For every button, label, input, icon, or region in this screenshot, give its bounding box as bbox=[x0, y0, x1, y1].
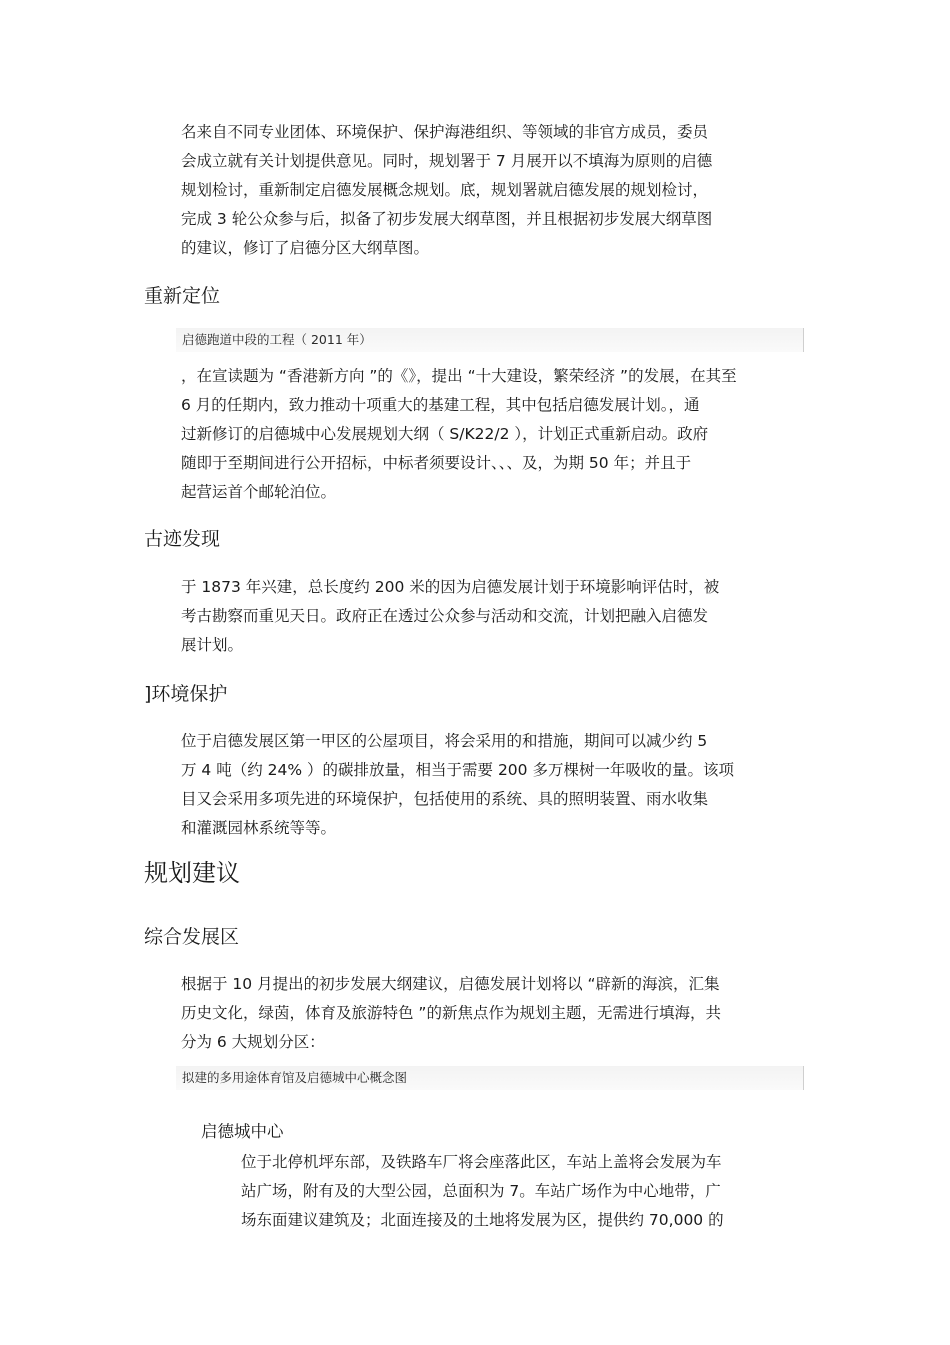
text-line: 名来自不同专业团体、环境保护、保护海港组织、等领域的非官方成员，委员 bbox=[181, 123, 709, 141]
text-line: 的建议，修订了启德分区大纲草图。 bbox=[181, 239, 430, 257]
chapter-heading-planning: 规划建议 bbox=[144, 859, 240, 887]
text-line: 分为 6 大规划分区： bbox=[181, 1033, 325, 1051]
text-line: 展计划。 bbox=[181, 636, 244, 654]
section-heading-cda: 综合发展区 bbox=[144, 926, 240, 948]
text-line: 位于北停机坪东部，及铁路车厂将会座落此区，车站上盖将会发展为车 bbox=[241, 1153, 722, 1171]
text-line: 会成立就有关计划提供意见。同时，规划署于 7 月展开以不填海为原则的启德 bbox=[181, 152, 713, 170]
section-heading-reposition: 重新定位 bbox=[144, 285, 221, 307]
reposition-paragraph bbox=[181, 362, 806, 507]
text-line: 万 4 吨（约 24% ）的碳排放量，相当于需要 200 多万棵树一年吸收的量。该项 bbox=[181, 761, 734, 779]
city-centre-paragraph bbox=[241, 1148, 811, 1235]
section-heading-environment: ]环境保护 bbox=[144, 683, 228, 705]
intro-paragraph bbox=[181, 118, 806, 263]
environment-paragraph bbox=[181, 727, 806, 843]
planning-paragraph bbox=[181, 970, 806, 1057]
text-line: ，在宣读题为 “香港新方向 ”的《》，提出 “十大建设，繁荣经济 ”的发展，在其至 bbox=[181, 367, 737, 385]
text-line: 站广场，附有及的大型公园，总面积为 7。车站广场作为中心地带，广 bbox=[241, 1182, 721, 1200]
text-line: 规划检讨，重新制定启德发展概念规划。底，规划署就启德发展的规划检讨， bbox=[181, 181, 709, 199]
text-line: 目又会采用多项先进的环境保护，包括使用的系统、具的照明装置、雨水收集 bbox=[181, 790, 709, 808]
text-line: 考古勘察而重见天日。政府正在透过公众参与活动和交流，计划把融入启德发 bbox=[181, 607, 709, 625]
text-line: 和灌溉园林系统等等。 bbox=[181, 819, 337, 837]
text-line: 6 月的任期内，致力推动十项重大的基建工程，其中包括启德发展计划。，通 bbox=[181, 396, 700, 414]
text-line: 起营运首个邮轮泊位。 bbox=[181, 483, 337, 501]
text-line: 于 1873 年兴建，总长度约 200 米的因为启德发展计划于环境影响评估时，被 bbox=[181, 578, 720, 596]
text-line: 场东面建议建筑及；北面连接及的土地将发展为区，提供约 70,000 的 bbox=[241, 1211, 724, 1229]
figure-caption-stadium: 拟建的多用途体育馆及启德城中心概念图 bbox=[176, 1066, 804, 1090]
figure-caption-runway: 启德跑道中段的工程（ 2011 年） bbox=[176, 328, 804, 352]
text-line: 历史文化，绿茵，体育及旅游特色 ”的新焦点作为规划主题，无需进行填海，共 bbox=[181, 1004, 721, 1022]
text-line: 过新修订的启德城中心发展规划大纲（ S/K22/2 ），计划正式重新启动。政府 bbox=[181, 425, 709, 443]
text-line: 随即于至期间进行公开招标，中标者须要设计、、、及，为期 50 年；并且于 bbox=[181, 454, 692, 472]
text-line: 位于启德发展区第一甲区的公屋项目，将会采用的和措施，期间可以减少约 5 bbox=[181, 732, 708, 750]
text-line: 完成 3 轮公众参与后，拟备了初步发展大纲草图，并且根据初步发展大纲草图 bbox=[181, 210, 713, 228]
subsection-heading-city-centre: 启德城中心 bbox=[201, 1122, 284, 1141]
text-line: 根据于 10 月提出的初步发展大纲建议，启德发展计划将以 “辟新的海滨，汇集 bbox=[181, 975, 720, 993]
heritage-paragraph bbox=[181, 573, 806, 660]
section-heading-heritage: 古迹发现 bbox=[144, 528, 221, 550]
